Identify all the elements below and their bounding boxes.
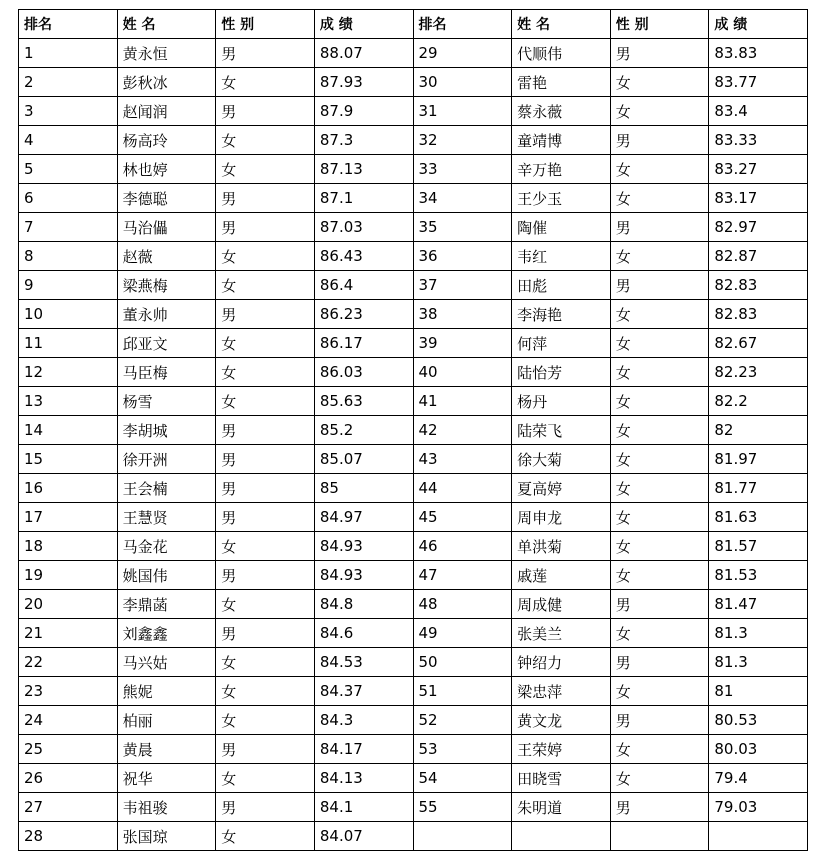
rank-cell: 32 [413,126,512,155]
name-cell: 陶催 [512,213,611,242]
name-cell: 王少玉 [512,184,611,213]
score-cell: 86.17 [314,329,413,358]
rank-cell: 14 [19,416,118,445]
gender-cell [610,822,709,851]
rank-cell: 26 [19,764,118,793]
name-cell: 代顺伟 [512,39,611,68]
name-cell: 彭秋冰 [117,68,216,97]
name-cell: 王慧贤 [117,503,216,532]
table-row [19,271,808,300]
name-cell: 杨雪 [117,387,216,416]
rank-cell: 43 [413,445,512,474]
name-cell [512,822,611,851]
gender-cell: 女 [216,358,315,387]
name-cell: 朱明道 [512,793,611,822]
score-cell: 83.4 [709,97,808,126]
rank-cell: 21 [19,619,118,648]
name-cell: 韦祖骏 [117,793,216,822]
name-cell: 张美兰 [512,619,611,648]
gender-cell: 女 [216,764,315,793]
score-cell: 82.23 [709,358,808,387]
rank-cell: 47 [413,561,512,590]
rank-cell: 27 [19,793,118,822]
gender-cell: 女 [216,155,315,184]
rank-cell: 3 [19,97,118,126]
score-cell: 81.47 [709,590,808,619]
header-gender-left: 性 别 [216,10,315,39]
rank-cell: 30 [413,68,512,97]
header-name-left: 姓 名 [117,10,216,39]
gender-cell: 女 [610,735,709,764]
name-cell: 夏高婷 [512,474,611,503]
name-cell: 韦红 [512,242,611,271]
gender-cell: 女 [216,242,315,271]
score-cell: 85.07 [314,445,413,474]
rank-cell: 9 [19,271,118,300]
name-cell: 辛万艳 [512,155,611,184]
name-cell: 戚莲 [512,561,611,590]
name-cell: 周申龙 [512,503,611,532]
name-cell: 刘鑫鑫 [117,619,216,648]
score-cell: 87.1 [314,184,413,213]
score-cell: 84.93 [314,532,413,561]
gender-cell: 女 [216,126,315,155]
score-cell: 80.03 [709,735,808,764]
name-cell: 杨丹 [512,387,611,416]
gender-cell: 女 [216,590,315,619]
score-cell: 87.13 [314,155,413,184]
score-cell: 83.33 [709,126,808,155]
score-cell: 84.37 [314,677,413,706]
score-cell: 82.2 [709,387,808,416]
name-cell: 熊妮 [117,677,216,706]
score-ranking-table [18,9,808,851]
gender-cell: 男 [216,416,315,445]
name-cell: 李胡城 [117,416,216,445]
name-cell: 黄永恒 [117,39,216,68]
name-cell: 董永帅 [117,300,216,329]
rank-cell: 42 [413,416,512,445]
name-cell: 陆荣飞 [512,416,611,445]
score-cell: 85.63 [314,387,413,416]
name-cell: 柏丽 [117,706,216,735]
rank-cell: 19 [19,561,118,590]
name-cell: 姚国伟 [117,561,216,590]
gender-cell: 男 [216,445,315,474]
rank-cell: 46 [413,532,512,561]
rank-cell: 54 [413,764,512,793]
rank-cell: 52 [413,706,512,735]
gender-cell: 男 [216,793,315,822]
score-cell: 84.07 [314,822,413,851]
score-cell: 84.13 [314,764,413,793]
table-row [19,184,808,213]
gender-cell: 女 [610,677,709,706]
gender-cell: 男 [610,793,709,822]
score-cell: 81.97 [709,445,808,474]
rank-cell: 50 [413,648,512,677]
header-rank-right: 排名 [413,10,512,39]
rank-cell: 25 [19,735,118,764]
gender-cell: 男 [216,213,315,242]
name-cell: 马治儡 [117,213,216,242]
table-row [19,764,808,793]
table-row [19,706,808,735]
score-cell: 84.93 [314,561,413,590]
rank-cell: 23 [19,677,118,706]
table-row [19,445,808,474]
rank-cell: 7 [19,213,118,242]
score-cell: 84.17 [314,735,413,764]
table-row [19,532,808,561]
score-cell: 87.03 [314,213,413,242]
rank-cell: 38 [413,300,512,329]
table-row [19,300,808,329]
gender-cell: 男 [216,619,315,648]
rank-cell: 5 [19,155,118,184]
header-name-right: 姓 名 [512,10,611,39]
table-row [19,416,808,445]
name-cell: 林也婷 [117,155,216,184]
name-cell: 李海艳 [512,300,611,329]
name-cell: 马金花 [117,532,216,561]
score-cell: 81.77 [709,474,808,503]
table-header [19,10,808,39]
name-cell: 杨高玲 [117,126,216,155]
rank-cell: 40 [413,358,512,387]
gender-cell: 男 [610,271,709,300]
gender-cell: 男 [610,706,709,735]
rank-cell: 4 [19,126,118,155]
score-cell: 84.97 [314,503,413,532]
rank-cell: 53 [413,735,512,764]
rank-cell: 1 [19,39,118,68]
score-cell: 82 [709,416,808,445]
table-row [19,126,808,155]
gender-cell: 男 [216,735,315,764]
table-row [19,619,808,648]
name-cell: 赵薇 [117,242,216,271]
rank-cell: 2 [19,68,118,97]
name-cell: 邱亚文 [117,329,216,358]
rank-cell: 34 [413,184,512,213]
score-cell: 81.63 [709,503,808,532]
table-row [19,735,808,764]
rank-cell: 48 [413,590,512,619]
name-cell: 张国琼 [117,822,216,851]
score-cell: 86.23 [314,300,413,329]
gender-cell: 男 [216,97,315,126]
score-cell: 85 [314,474,413,503]
gender-cell: 女 [610,97,709,126]
score-cell: 82.83 [709,271,808,300]
gender-cell: 女 [216,532,315,561]
gender-cell: 男 [216,474,315,503]
rank-cell: 49 [413,619,512,648]
rank-cell: 31 [413,97,512,126]
score-cell: 79.4 [709,764,808,793]
score-cell: 84.3 [314,706,413,735]
gender-cell: 男 [216,39,315,68]
rank-cell: 51 [413,677,512,706]
gender-cell: 女 [610,416,709,445]
table-row [19,97,808,126]
header-score-right: 成 绩 [709,10,808,39]
gender-cell: 女 [610,532,709,561]
name-cell: 赵闻润 [117,97,216,126]
name-cell: 黄晨 [117,735,216,764]
gender-cell: 女 [610,387,709,416]
name-cell: 黄文龙 [512,706,611,735]
table-row [19,648,808,677]
gender-cell: 男 [216,561,315,590]
rank-cell: 13 [19,387,118,416]
score-cell: 87.9 [314,97,413,126]
table-row [19,68,808,97]
score-cell: 82.67 [709,329,808,358]
gender-cell: 男 [610,648,709,677]
gender-cell: 女 [610,68,709,97]
score-cell: 84.1 [314,793,413,822]
rank-cell: 20 [19,590,118,619]
table-row [19,793,808,822]
gender-cell: 女 [216,68,315,97]
score-cell: 85.2 [314,416,413,445]
header-gender-right: 性 别 [610,10,709,39]
gender-cell: 女 [216,822,315,851]
score-cell: 87.93 [314,68,413,97]
name-cell: 童靖博 [512,126,611,155]
rank-cell: 22 [19,648,118,677]
score-cell: 86.03 [314,358,413,387]
name-cell: 周成健 [512,590,611,619]
header-rank-left: 排名 [19,10,118,39]
rank-cell: 44 [413,474,512,503]
gender-cell: 女 [216,648,315,677]
name-cell: 田晓雪 [512,764,611,793]
gender-cell: 男 [610,39,709,68]
gender-cell: 男 [610,213,709,242]
name-cell: 雷艳 [512,68,611,97]
rank-cell: 33 [413,155,512,184]
name-cell: 蔡永薇 [512,97,611,126]
rank-cell [413,822,512,851]
rank-cell: 17 [19,503,118,532]
name-cell: 田彪 [512,271,611,300]
table-row [19,242,808,271]
rank-cell: 12 [19,358,118,387]
rank-cell: 55 [413,793,512,822]
rank-cell: 29 [413,39,512,68]
header-score-left: 成 绩 [314,10,413,39]
name-cell: 梁忠萍 [512,677,611,706]
rank-cell: 39 [413,329,512,358]
name-cell: 祝华 [117,764,216,793]
score-cell: 81.3 [709,619,808,648]
rank-cell: 37 [413,271,512,300]
score-cell: 82.87 [709,242,808,271]
score-cell: 86.43 [314,242,413,271]
name-cell: 单洪菊 [512,532,611,561]
gender-cell: 男 [216,184,315,213]
gender-cell: 女 [610,474,709,503]
name-cell: 陆怡芳 [512,358,611,387]
gender-cell: 男 [610,126,709,155]
gender-cell: 女 [610,155,709,184]
score-cell: 84.6 [314,619,413,648]
rank-cell: 41 [413,387,512,416]
name-cell: 李德聪 [117,184,216,213]
gender-cell: 男 [216,503,315,532]
table-body [19,39,808,851]
table-row [19,387,808,416]
rank-cell: 36 [413,242,512,271]
gender-cell: 女 [216,677,315,706]
name-cell: 王荣婷 [512,735,611,764]
gender-cell: 女 [216,706,315,735]
score-cell: 83.83 [709,39,808,68]
score-cell: 81.3 [709,648,808,677]
score-cell: 82.97 [709,213,808,242]
score-cell: 82.83 [709,300,808,329]
table-row [19,822,808,851]
score-cell: 84.53 [314,648,413,677]
table-row [19,677,808,706]
rank-cell: 6 [19,184,118,213]
rank-cell: 45 [413,503,512,532]
score-cell: 86.4 [314,271,413,300]
rank-cell: 24 [19,706,118,735]
rank-cell: 18 [19,532,118,561]
gender-cell: 女 [610,184,709,213]
table-row [19,503,808,532]
gender-cell: 女 [610,561,709,590]
gender-cell: 女 [610,619,709,648]
table-row [19,213,808,242]
rank-cell: 16 [19,474,118,503]
name-cell: 马臣梅 [117,358,216,387]
table-row [19,155,808,184]
name-cell: 钟绍力 [512,648,611,677]
table-row [19,358,808,387]
gender-cell: 女 [610,764,709,793]
rank-cell: 8 [19,242,118,271]
table-row [19,590,808,619]
table-row [19,474,808,503]
name-cell: 马兴姑 [117,648,216,677]
score-cell: 84.8 [314,590,413,619]
score-cell: 79.03 [709,793,808,822]
rank-cell: 10 [19,300,118,329]
gender-cell: 男 [610,590,709,619]
gender-cell: 男 [216,300,315,329]
rank-cell: 15 [19,445,118,474]
score-cell: 81 [709,677,808,706]
gender-cell: 女 [610,358,709,387]
gender-cell: 女 [610,300,709,329]
name-cell: 何萍 [512,329,611,358]
name-cell: 徐大菊 [512,445,611,474]
score-cell: 80.53 [709,706,808,735]
name-cell: 李鼎菡 [117,590,216,619]
name-cell: 王会楠 [117,474,216,503]
score-cell: 87.3 [314,126,413,155]
score-cell: 83.17 [709,184,808,213]
gender-cell: 女 [216,271,315,300]
table-row [19,39,808,68]
gender-cell: 女 [216,329,315,358]
table-row [19,561,808,590]
gender-cell: 女 [610,242,709,271]
score-cell: 88.07 [314,39,413,68]
gender-cell: 女 [610,503,709,532]
name-cell: 梁燕梅 [117,271,216,300]
gender-cell: 女 [610,329,709,358]
score-cell: 81.53 [709,561,808,590]
score-cell: 83.77 [709,68,808,97]
score-cell: 83.27 [709,155,808,184]
table-row [19,329,808,358]
rank-cell: 11 [19,329,118,358]
header-row [19,10,808,39]
gender-cell: 女 [610,445,709,474]
rank-cell: 28 [19,822,118,851]
score-cell [709,822,808,851]
score-cell: 81.57 [709,532,808,561]
name-cell: 徐开洲 [117,445,216,474]
rank-cell: 35 [413,213,512,242]
gender-cell: 女 [216,387,315,416]
